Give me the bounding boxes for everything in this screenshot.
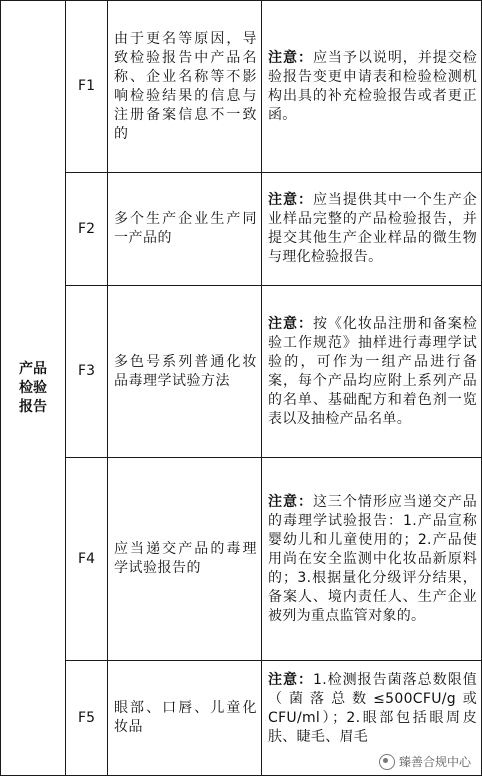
wechat-account-icon	[379, 754, 395, 770]
table-row	[1, 458, 482, 661]
note-cell	[262, 458, 482, 661]
row-code: F4	[66, 458, 108, 661]
category-label: 产品检验报告	[19, 360, 47, 415]
note-text: 1.检测报告菌落总数限值（菌落总数≤500CFU/g或 CFU/ml）；2.眼部包括眼周皮肤、睫毛、眉毛	[268, 672, 477, 745]
note-cell	[262, 1, 482, 173]
note-text: 这三个情形应当递交产品的毒理学试验报告：1.产品宣称婴幼儿和儿童使用的；2.产品使用尚在安全监测中化妆品新原料的；3.根据量化分级评分结果，备案人、境内责任人、生产企业被列为重点监管对象的。	[268, 493, 477, 624]
situation-cell: 多个生产企业生产同一产品的	[108, 173, 262, 286]
note-cell	[262, 173, 482, 286]
situation-cell: 应当递交产品的毒理学试验报告的	[108, 458, 262, 661]
note-text: 应当提供其中一个生产企业样品完整的产品检验报告，并提交其他生产企业样品的微生物与理化检验报告。	[268, 192, 477, 265]
note-text: 按《化妆品注册和备案检验工作规范》抽样进行毒理学试验的，可作为一组产品进行备案，每个产品均应附上系列产品的名单、基础配方和着色剂一览表以及抽检产品名单。	[268, 315, 477, 427]
note-label: 注意：	[268, 49, 313, 66]
watermark	[376, 752, 474, 771]
table-row	[1, 1, 482, 173]
note-cell	[262, 286, 482, 458]
note-text: 应当予以说明，并提交检验报告变更申请表和检验检测机构出具的补充检验报告或者更正函。	[268, 49, 477, 123]
situation-cell: 由于更名等原因，导致检验报告中产品名称、企业名称等不影响检验结果的信息与注册备案信息不一致的	[108, 1, 262, 173]
row-code: F5	[66, 661, 108, 776]
situation-cell: 多色号系列普通化妆品毒理学试验方法	[108, 286, 262, 458]
table-row	[1, 173, 482, 286]
note-label: 注意：	[268, 192, 313, 208]
row-code: F1	[66, 1, 108, 173]
note-label: 注意：	[268, 672, 314, 688]
category-cell	[1, 1, 66, 776]
table-row	[1, 286, 482, 458]
row-code: F3	[66, 286, 108, 458]
situation-cell: 眼部、口唇、儿童化妆品	[108, 661, 262, 776]
note-label: 注意：	[268, 315, 313, 332]
note-label: 注意：	[268, 493, 313, 510]
watermark-text: 臻善合规中心	[398, 755, 471, 769]
row-code: F2	[66, 173, 108, 286]
